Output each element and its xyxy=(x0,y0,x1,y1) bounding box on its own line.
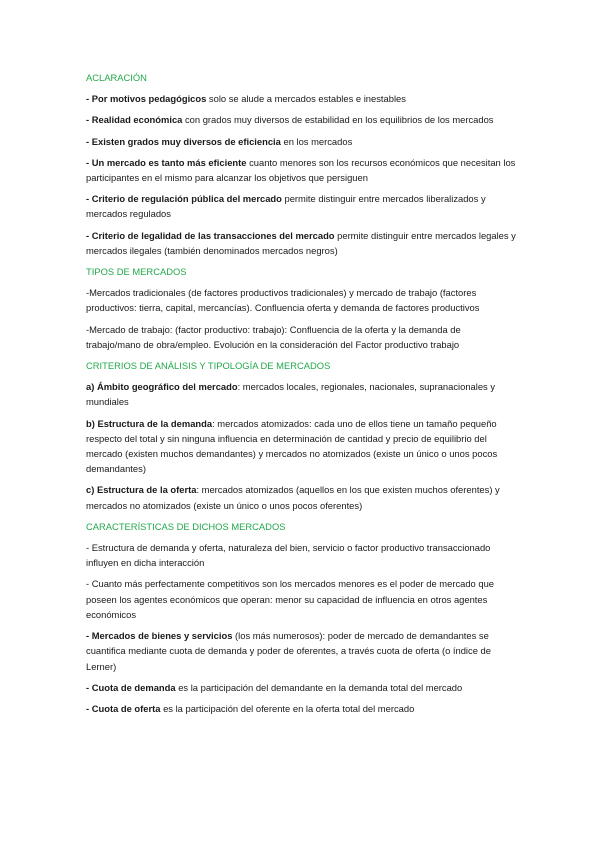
paragraph xyxy=(86,91,516,106)
paragraph-text: : mercados atomizados: cada uno de ellos tiene un tamaño pequeño respecto del total y sin ninguna influencia en determinación de cantidad y precio de equilibrio del mercado (existen muchos demandantes) y mercados no atomizados (existe un único o unos pocos demandantes) xyxy=(86,417,498,475)
paragraph-text: en los mercados xyxy=(280,135,353,147)
bold-term: - Mercados de bienes y servicios xyxy=(86,630,233,642)
paragraph xyxy=(86,112,516,127)
paragraph-text: permite distinguir entre mercados legales y mercados ilegales (también denominados mercados negros) xyxy=(86,229,516,256)
paragraph xyxy=(86,628,516,674)
paragraph-text: con grados muy diversos de estabilidad en los equilibrios de los mercados xyxy=(182,114,494,126)
paragraph-text: (los más numerosos): poder de mercado de demandantes se cuantifica mediante cuota de demanda y poder de oferentes, a través cuota de oferta (o índice de Lerner) xyxy=(86,630,491,672)
paragraph-text: es la participación del demandante en la demanda total del mercado xyxy=(175,681,463,693)
bold-term: - Realidad económica xyxy=(86,114,183,126)
paragraph-text: : mercados locales, regionales, nacionales, supranacionales y mundiales xyxy=(86,381,496,408)
paragraph xyxy=(86,155,516,185)
document-page xyxy=(86,70,516,722)
paragraph xyxy=(86,228,516,258)
section-heading: ACLARACIÓN xyxy=(86,72,147,83)
paragraph xyxy=(86,379,516,409)
bold-term: b) Estructura de la demanda xyxy=(86,417,213,429)
section-heading: TIPOS DE MERCADOS xyxy=(86,266,187,278)
paragraph-text: cuanto menores son los recursos económicos que necesitan los participantes en el mismo para alcanzar los objetivos que persiguen xyxy=(86,156,516,184)
bold-term: - Criterio de legalidad de las transacciones del mercado xyxy=(86,229,335,241)
paragraph-text: -Mercado de trabajo: (factor productivo: trabajo): Confluencia de la oferta y la demanda de trabajo/mano de obra/empleo. Evolución en la consideración del Factor productivo trabajo xyxy=(86,323,461,350)
bold-term: - Por motivos pedagógicos xyxy=(86,93,207,105)
paragraph-text: -Mercados tradicionales (de factores productivos tradicionales) y mercado de trabajo (factores productivos: tierra, capital, mercancías). Confluencia oferta y demanda de factores productivos xyxy=(86,287,480,314)
paragraph xyxy=(86,482,516,512)
bold-term: - Criterio de regulación pública del mercado xyxy=(86,193,282,205)
paragraph xyxy=(86,134,516,149)
paragraph-text: - Estructura de demanda y oferta, naturaleza del bien, servicio o factor productivo transaccionado influyen en dicha interacción xyxy=(86,542,491,569)
bold-term: - Un mercado es tanto más eficiente xyxy=(86,156,247,168)
paragraph xyxy=(86,540,516,570)
paragraph xyxy=(86,191,516,221)
bold-term: a) Ámbito geográfico del mercado xyxy=(86,381,238,393)
paragraph xyxy=(86,680,516,695)
bold-term: - Cuota de demanda xyxy=(86,681,176,693)
bold-term: - Cuota de oferta xyxy=(86,702,161,714)
paragraph-text: es la participación del oferente en la oferta total del mercado xyxy=(160,702,415,714)
paragraph-text: - Cuanto más perfectamente competitivos son los mercados menores es el poder de mercado que poseen los agentes económicos que operan: menor su capacidad de influencia en otros agentes económicos xyxy=(86,578,495,620)
paragraph xyxy=(86,285,516,315)
paragraph xyxy=(86,322,516,352)
paragraph xyxy=(86,416,516,477)
section-heading: CARACTERÍSTICAS DE DICHOS MERCADOS xyxy=(86,520,286,532)
paragraph-text: permite distinguir entre mercados liberalizados y mercados regulados xyxy=(86,193,486,220)
section-heading: CRITERIOS DE ANÁLISIS Y TIPOLOGÍA DE MERCADOS xyxy=(86,360,331,372)
paragraph xyxy=(86,701,516,716)
bold-term: c) Estructura de la oferta xyxy=(86,484,197,496)
paragraph-text: solo se alude a mercados estables e inestables xyxy=(206,93,406,105)
bold-term: - Existen grados muy diversos de eficiencia xyxy=(86,135,281,147)
paragraph xyxy=(86,576,516,622)
paragraph-text: : mercados atomizados (aquellos en los que existen muchos oferentes) y mercados no atomizados (existe un único o unos pocos oferentes) xyxy=(86,484,500,511)
